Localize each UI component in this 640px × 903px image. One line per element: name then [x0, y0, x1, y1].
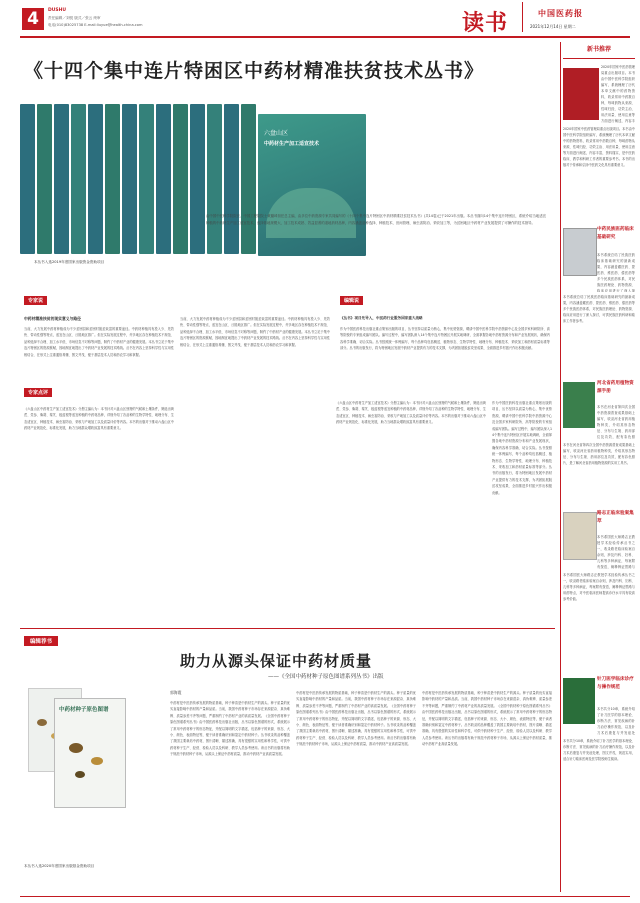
sidebar-title-5: 针刀医学临床诊疗与操作规范 [597, 677, 634, 690]
editor-body-cont: 作为中国医药科技出版社重点策划出版的项目，丛书坚持以质量为核心，集中优势资源，聘请中国中医科学院中药资源中心及全国多家科研院所、高等院校的专家组成编写团队。编写过程中，编写团队深入14个集中连片特困区开展实地调研，全面掌握各地中药材资源分布和产业发展现状，确保内容科学准确、切合实际。丛书按照统一体例编写，每个品种均包括概述、植物形态、生物学特性、地理分布、种植技术、采收加工和药材质量标准等部分。丛书的出版发行，将为特困地区发展中药材产业提供有力的技术支撑，为巩固拓展脱贫攻坚成果、全面推进乡村振兴作出积极贡献。 [492, 401, 552, 495]
sidebar-rule [563, 58, 635, 59]
expert-body-2: 《六盘山区中药材生产加工适宜技术》分册主编认为：本书针对六盘山区独特的气候和土壤条件，筛选出黄芪、党参、柴胡、秦艽、板蓝根等适宜种植的中药材品种，详细介绍了各品种的生物学特性、地理分布、生态适宜区、种植技术、病虫害防治、采收与产地加工以及质量评价等内容。本书的出版对于推动六盘山区中药材产业规范化、标准化发展，助力当地群众增收致富具有重要意义。 [24, 407, 174, 431]
second-body-col1: 中药材是中医药传承发展的物质基础，种子种苗是中药材生产的源头。种子质量的优劣直接影响中药材的产量和品质。当前，我国中药材种子市场存在来源混杂、真伪难辨、质量参差不齐等问题，严重制约了中药材产业的高质量发展。《全国中药材种子原色图谱系列丛书》由中国医药科技出版社出版，丛书以原色图谱的形式，系统展示了常用中药材种子的形态特征，并配以简明的文字描述，包括种子的来源、形态、大小、颜色、表面特征等，便于读者准确识别和鉴定中药材种子。丛书收录的品种覆盖了我国主要栽培中药材，图片清晰、描述准确，具有很强的实用性和科学性，可供中药材种子生产、经营、检验人员以及科研、教学人员参考使用。该丛书的出版将有助于规范中药材种子市场，从源头上保证中药材质量，推动中药材产业高质量发展。 [170, 701, 290, 757]
seed-book-image [24, 680, 154, 876]
contact-line: 电话(010)83025738 E-mail:liuyue@health-china.com [48, 23, 143, 27]
book-set-image [20, 88, 550, 270]
sidebar-item-3 [563, 380, 635, 504]
sidebar-desc-5b: 本书共分10章，系统介绍了针刀医学的基本理论、诊断方法、常见疾病的针刀治疗操作规范，以及针刀术后康复与并发症处理，图文并茂，规范实用，适合针刀临床医师及医学院校师生阅读。 [563, 739, 635, 761]
seed-book-title: 中药材种子原色图谱 [59, 707, 109, 713]
sidebar-desc-1b: 2020年国家中医药管理局重点出版项目。本书由中国中医科学院组织编写，系统梳理了历代本草文献中的药物资料，收录常用中药数百种，每味药物从来源、性味归经、功效主治、用法用量、使用注意等方面进行阐述，内容丰富，资料翔实，是中医药临床、教学和科研工作者的重要参考书。本书的出版对于传承和弘扬中医药文化具有重要意义。 [563, 127, 635, 167]
expert-body-cont-2: 《六盘山区中药材生产加工适宜技术》分册主编认为：本书针对六盘山区独特的气候和土壤条件，筛选出黄芪、党参、柴胡、秦艽、板蓝根等适宜种植的中药材品种，详细介绍了各品种的生物学特性、地理分布、生态适宜区、种植技术、病虫害防治、采收与产地加工以及质量评价等内容。本书的出版对于推动六盘山区中药材产业规范化、标准化发展，助力当地群众增收致富具有重要意义。 [336, 401, 486, 425]
second-author: 郭海霞 [170, 690, 182, 695]
recommend-tag: 编辑荐书 [24, 636, 58, 646]
sidebar-desc-1: 2020年国家中医药管理局重点出版项目。本书由中国中医科学院组织编写，系统梳理了历代本草文献中的药物资料，收录常用中药数百种，每味药物从来源、性味归经、功效主治、用法用量、使用注意等方面进行阐述，内容丰 [601, 65, 635, 123]
sidebar-desc-2b: 本书系统总结了民族医药临床基础研究的最新成果，内容涵盖藏医药、蒙医药、维医药、傣医药等多个民族医药体系，对民族医药理论、药物资源、临床应用进行了深入探讨，可供民族医药科研和临床工作者参考。 [563, 295, 635, 323]
second-body-col2: 中药材是中医药传承发展的物质基础，种子种苗是中药材生产的源头。种子质量的优劣直接影响中药材的产量和品质。当前，我国中药材种子市场存在来源混杂、真伪难辨、质量参差不齐等问题，严重制约了中药材产业的高质量发展。《全国中药材种子原色图谱系列丛书》由中国医药科技出版社出版，丛书以原色图谱的形式，系统展示了常用中药材种子的形态特征，并配以简明的文字描述，包括种子的来源、形态、大小、颜色、表面特征等，便于读者准确识别和鉴定中药材种子。丛书收录的品种覆盖了我国主要栽培中药材，图片清晰、描述准确，具有很强的实用性和科学性，可供中药材种子生产、经营、检验人员以及科研、教学人员参考使用。该丛书的出版将有助于规范中药材种子市场，从源头上保证中药材质量，推动中药材产业高质量发展。 [296, 691, 416, 747]
main-intro: 由中国中医科学院院长、中国工程院院士黄璐琦担任总主编，由多位中药资源专家共同编写的《十四个集中连片特困区中药材精准扶贫技术丛书》(共14卷)已于2021年出版。本丛书面向14个集中连片特困区，系统介绍当地适宜种植的中药材生产加工适宜技术，选择基地规模大、加工技术成熟、效益显著的道地药材品种，内容涵盖品种选择、种植技术、田间管理、病虫害防治、采收加工等，为贫困地区中药材产业发展提供了可操作的技术指导。 [206, 214, 546, 225]
section-divider [20, 628, 555, 629]
sidebar-item-2 [563, 226, 635, 376]
section-title: 读书 [462, 10, 509, 36]
main-image-caption: 本丛书入选2019年度国家出版资金资助项目 [34, 260, 105, 264]
sidebar-desc-4b: 本书系国医大师路志正教授学术经验传承丛书之一，收录路老临床验案百余则，涉及内科、妇科、儿科等多种病证，每案附有按语，阐释辨证思路与用药特点，对中医临床医师提高诊疗水平具有较高参考价值。 [563, 573, 635, 601]
expert-body-cont: 当前，大力发展中药材种植成为不少贫困县和贫困村脱贫致富的重要途径。中药材种植具有投入少、见效快、带动性强等特点，适宜在山区、丘陵地区推广。但在实际发展过程中，许多地区存在种植技术不规范、品种选择不合理、加工水平低、市场信息不对称等问题，制约了中药材产业的健康发展。本丛书立足于集中连片特困区的资源禀赋，因地制宜地提出了中药材产业发展的技术路线。丛书在内容上坚持科学性与实用性相结合，在形式上注重通俗易懂、图文并茂，便于基层技术人员和药农学习和掌握。 [180, 317, 330, 347]
masthead-rule [20, 36, 630, 38]
editor-heading: 编辑说 [340, 296, 363, 305]
book-cover-series: 六盘山区 [264, 130, 289, 137]
masthead-divider [522, 2, 523, 32]
seed-book-cover [54, 698, 126, 808]
expert-heading-2: 专家点评 [24, 388, 52, 397]
expert-heading: 专家说 [24, 296, 47, 305]
page-number-box [22, 8, 44, 30]
sidebar-desc-4: 本书系国医大师路志正教授学术经验传承丛书之一，收录路老临床验案百余则，涉及内科、妇科、儿科等多种病证，每案附有按语，阐释辨证思路与 [597, 535, 635, 569]
sidebar-book-cover-1 [563, 68, 599, 120]
sidebar-book-cover-4 [563, 512, 597, 560]
expert-subhead: 中药材精准扶贫的现实意义与路径 [24, 316, 81, 321]
sidebar-desc-2: 本书系统总结了民族医药临床基础研究的最新成果，内容涵盖藏医药、蒙医药、维医药、傣医药等多个民族医药体系，对民族医药理论、药物资源、临床应用进行了深入探 [597, 253, 635, 292]
sidebar-desc-5: 本书共分10章，系统介绍了针刀医学的基本理论、诊断方法、常见疾病的针刀治疗操作规范，以及针刀术后康复与并发症处 [597, 707, 635, 735]
sidebar-header: 新书推荐 [586, 46, 611, 53]
sidebar-title-3: 河北省药用植物资源手册 [597, 381, 634, 394]
expert-body: 当前，大力发展中药材种植成为不少贫困县和贫困村脱贫致富的重要途径。中药材种植具有投入少、见效快、带动性强等特点，适宜在山区、丘陵地区推广。但在实际发展过程中，许多地区存在种植技术不规范、品种选择不合理、加工水平低、市场信息不对称等问题，制约了中药材产业的健康发展。本丛书立足于集中连片特困区的资源禀赋，因地制宜地提出了中药材产业发展的技术路线。丛书在内容上坚持科学性与实用性相结合，在形式上注重通俗易懂、图文并茂，便于基层技术人员和药农学习和掌握。 [24, 327, 174, 357]
book-cover-title: 中药材生产加工适宜技术 [264, 141, 320, 147]
second-subtitle: ——《全国中药材种子原色图谱系列丛书》出版 [268, 674, 384, 680]
sidebar-item-1 [563, 62, 635, 222]
sidebar-book-cover-3 [563, 382, 595, 428]
date-line: 2021年12月14日 星期二 [530, 24, 576, 29]
page-number: 4 [22, 8, 44, 30]
footer-rule [20, 896, 630, 897]
sidebar-book-cover-2 [563, 228, 597, 276]
main-title: 《十四个集中连片特困区中药材精准扶贫技术丛书》 [24, 60, 485, 82]
second-body-col3: 中药材是中医药传承发展的物质基础，种子种苗是中药材生产的源头。种子质量的优劣直接影响中药材的产量和品质。当前，我国中药材种子市场存在来源混杂、真伪难辨、质量参差不齐等问题，严重制约了中药材产业的高质量发展。《全国中药材种子原色图谱系列丛书》由中国医药科技出版社出版，丛书以原色图谱的形式，系统展示了常用中药材种子的形态特征，并配以简明的文字描述，包括种子的来源、形态、大小、颜色、表面特征等，便于读者准确识别和鉴定中药材种子。丛书收录的品种覆盖了我国主要栽培中药材，图片清晰、描述准确，具有很强的实用性和科学性，可供中药材种子生产、经营、检验人员以及科研、教学人员参考使用。该丛书的出版将有助于规范中药材种子市场，从源头上保证中药材质量，推动中药材产业高质量发展。 [422, 691, 552, 747]
sidebar-item-4 [563, 510, 635, 670]
sidebar-book-cover-5 [563, 678, 595, 724]
sidebar-divider [560, 42, 561, 892]
editor-body: 作为中国医药科技出版社重点策划出版的项目，丛书坚持以质量为核心，集中优势资源，聘请中国中医科学院中药资源中心及全国多家科研院所、高等院校的专家组成编写团队。编写过程中，编写团队深入14个集中连片特困区开展实地调研，全面掌握各地中药材资源分布和产业发展现状，确保内容科学准确、切合实际。丛书按照统一体例编写，每个品种均包括概述、植物形态、生物学特性、地理分布、种植技术、采收加工和药材质量标准等部分。丛书的出版发行，将为特困地区发展中药材产业提供有力的技术支撑，为巩固拓展脱贫攻坚成果、全面推进乡村振兴作出积极贡献。 [340, 327, 550, 351]
sidebar-item-5 [563, 676, 635, 876]
seed-image-caption: 本丛书入选2020年度国家出版基金资助项目 [24, 864, 95, 868]
sidebar-title-4: 路志正临床验案集萃 [597, 511, 634, 524]
section-en: DUSHU [48, 8, 67, 13]
editor-line: 责任编辑／刘悦 版式／张云 终审 [48, 16, 101, 20]
second-title: 助力从源头保证中药材质量 [180, 652, 373, 670]
sidebar-desc-3b: 本书在河北省第四次全国中药资源普查成果基础上编写，收录河北省药用植物种类，介绍其形态特征、分布与生境、药用部位及功效，配有彩色照片，是了解河北省药用植物资源的实用工具书。 [563, 443, 635, 465]
sidebar-title-2: 中药民族医药临床基础研究 [597, 227, 634, 240]
sidebar-desc-3: 本书在河北省第四次全国中药资源普查成果基础上编写，收录河北省药用植物种类，介绍其形态特征、分布与生境、药用部位及功效，配有彩色照 [597, 405, 635, 439]
paper-name: 中国医药报 [538, 8, 583, 18]
editor-subhead: 《丛书》项目先导入，中医药行业服务国家重大战略 [340, 316, 423, 320]
